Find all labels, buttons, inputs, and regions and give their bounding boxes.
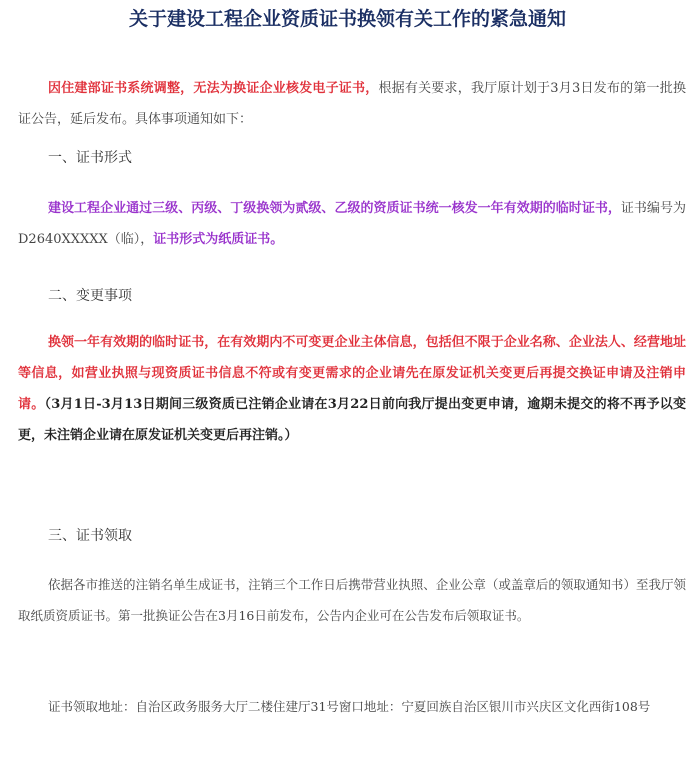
section3-text-1: 依据各市推送的注销名单生成证书，注销三个工作日后携带营业执照、企业公章（或盖章后的领取通知书）至我厅领取纸质资质证书。第一批换证公告在3月16日前发布，公告内企业可在公告发布后领取证书。: [18, 577, 686, 623]
intro-highlight: 因住建部证书系统调整，无法为换证企业核发电子证书，: [48, 81, 379, 96]
section3-heading: 三、证书领取: [48, 528, 132, 544]
section1-highlight-2: 证书形式为纸质证书。: [153, 232, 284, 247]
section1-highlight-1: 建设工程企业通过三级、丙级、丁级换领为贰级、乙级的资质证书统一核发一年有效期的临时证书，: [48, 201, 621, 216]
section2-note: （3月1日-3月13日期间三级资质已注销企业请在3月22日前向我厅提出变更申请，逾期未提交的将不再予以变更，未注销企业请在原发证机关变更后再注销。）: [18, 397, 686, 443]
notice-title: 关于建设工程企业资质证书换领有关工作的紧急通知: [128, 8, 566, 30]
intro-paragraph: [18, 73, 686, 135]
intro-text: 根据有关要求，我厅原计划于3月3日发布的第一批换证公告，延后发布。具体事项通知如下：: [18, 81, 686, 127]
section3-paragraph-1: [18, 569, 686, 631]
section2-highlight: 换领一年有效期的临时证书，在有效期内不可变更企业主体信息，包括但不限于企业名称、企业法人、经营地址等信息，如营业执照与现资质证书信息不符或有变更需求的企业请先在原发证机关变更后再提交换证申请及注销申请。: [18, 335, 686, 412]
section1-cert-number: 证书编号为D2640XXXXX（临），: [18, 201, 686, 247]
section1-heading: 一、证书形式: [48, 150, 132, 166]
section1-paragraph: [18, 193, 686, 255]
section2-heading: 二、变更事项: [48, 288, 132, 304]
section3-paragraph-2: [18, 691, 686, 722]
section2-paragraph: [18, 327, 686, 451]
section3-address: 证书领取地址：自治区政务服务大厅二楼住建厅31号窗口地址：宁夏回族自治区银川市兴庆区文化西街108号: [48, 699, 651, 714]
